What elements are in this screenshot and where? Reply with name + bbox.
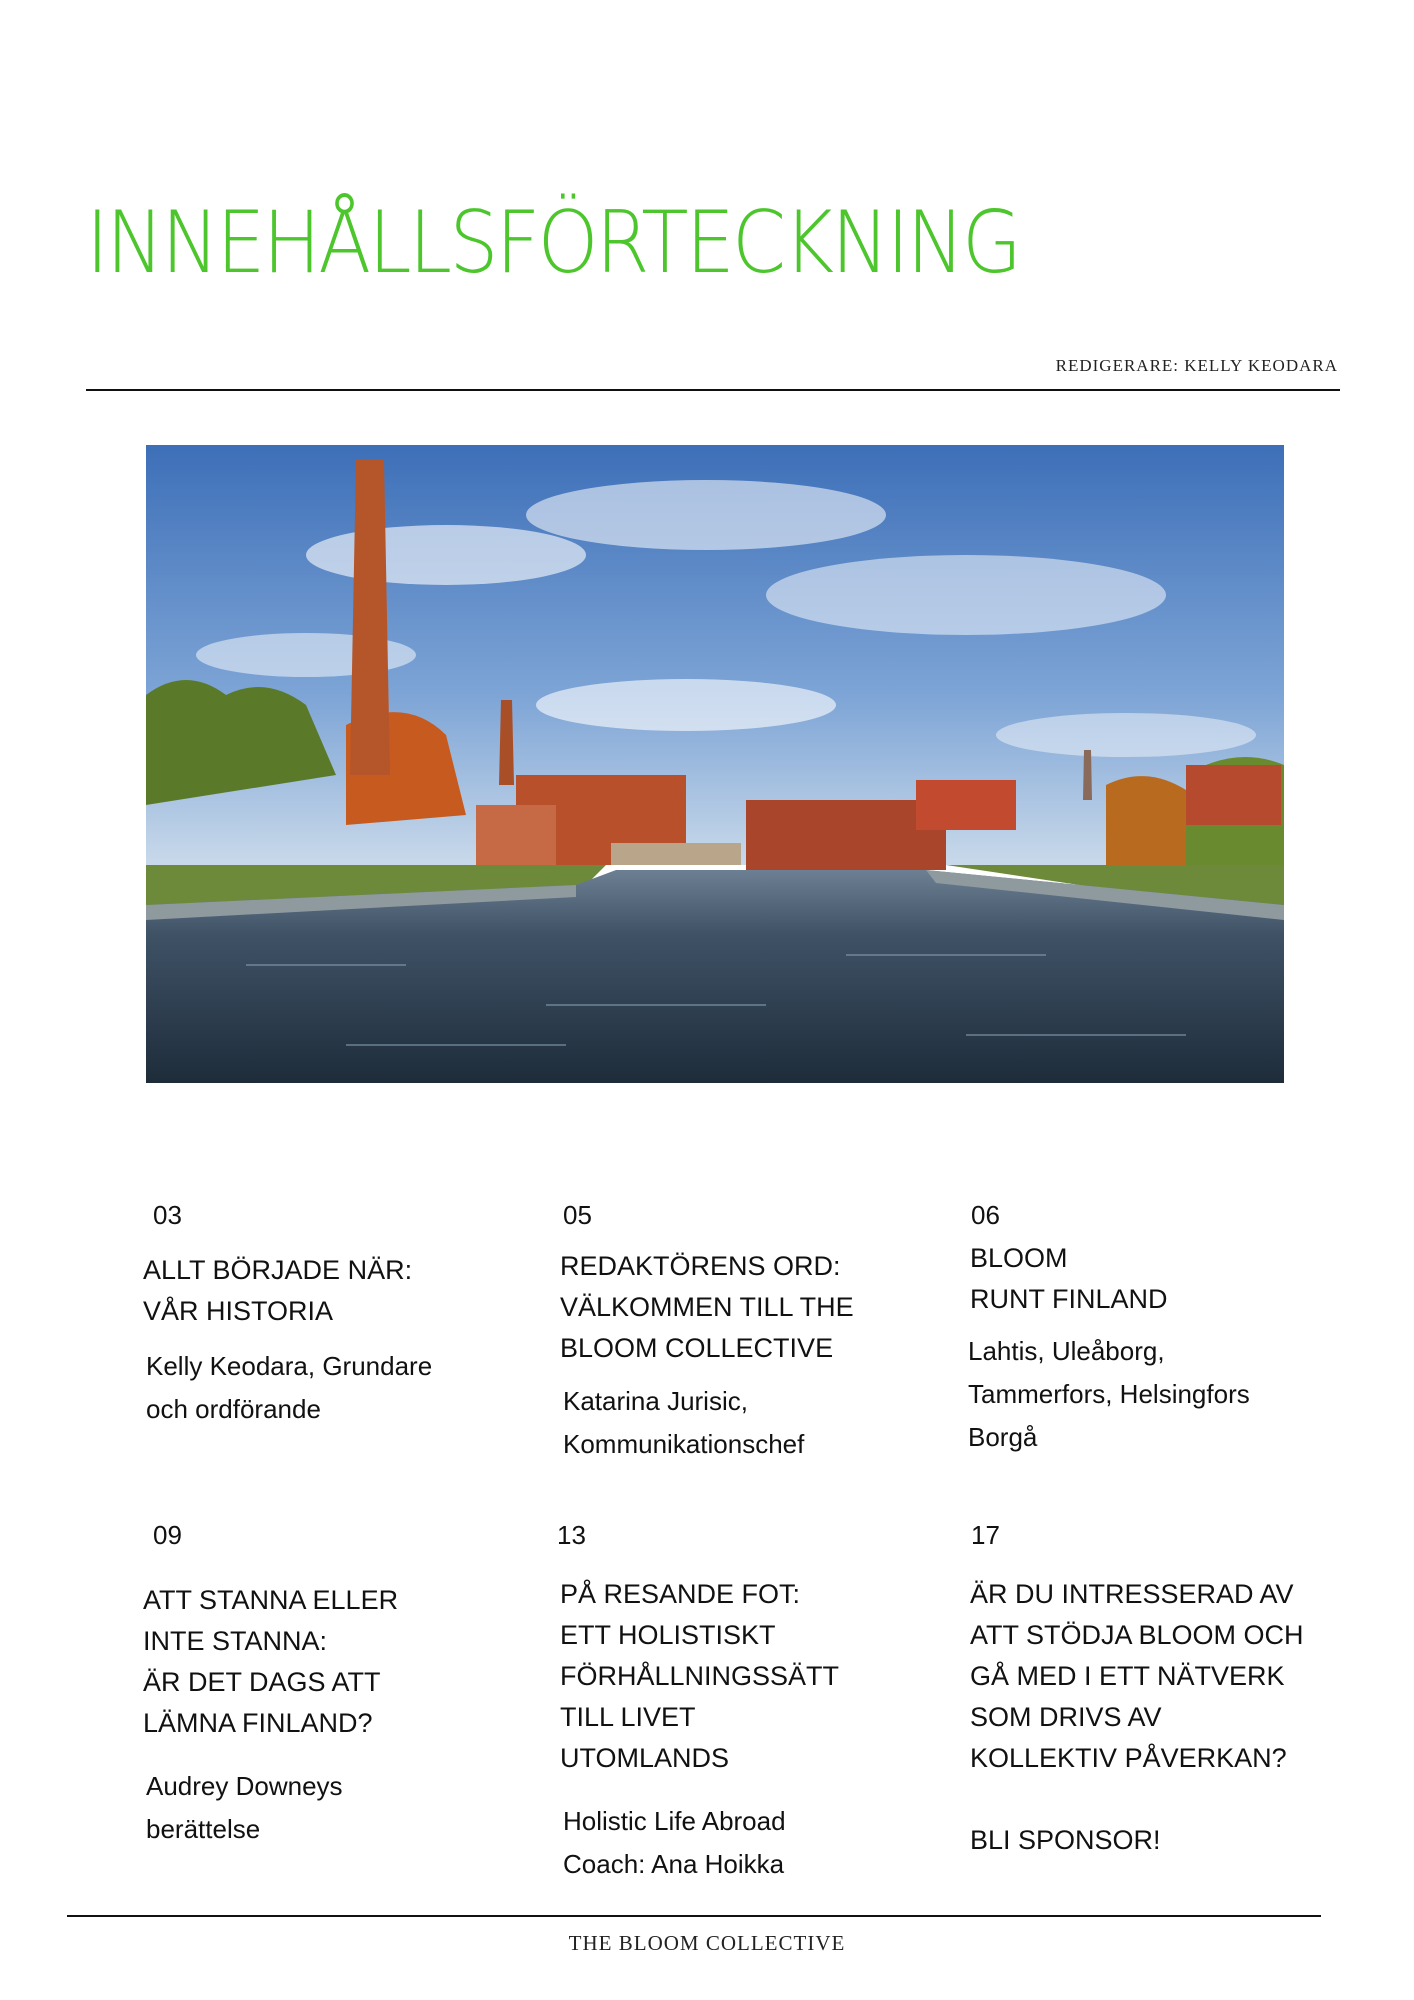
page-number-17: 17: [971, 1520, 1000, 1550]
photo-illustration: [146, 445, 1284, 1083]
page-number-05: 05: [563, 1200, 592, 1230]
entry-heading-stay-or-leave: ATT STANNA ELLER INTE STANNA: ÄR DET DAGS ATT LÄMNA FINLAND?: [143, 1585, 399, 1738]
entry-heading-editor-word: REDAKTÖRENS ORD: VÄLKOMMEN TILL THE BLOOM COLLECTIVE: [560, 1251, 854, 1363]
page-number-03: 03: [153, 1200, 182, 1230]
page-number-13: 13: [557, 1520, 586, 1550]
bottom-divider: [67, 1915, 1321, 1917]
footer-brand: THE BLOOM COLLECTIVE: [568, 1931, 846, 1955]
entry-subtitle-bloom-finland: Lahtis, Uleåborg, Tammerfors, Helsingfors Borgå: [968, 1336, 1250, 1452]
entry-heading-bloom-finland: BLOOM RUNT FINLAND: [970, 1243, 1168, 1314]
entry-subtitle-history: Kelly Keodara, Grundare och ordförande: [146, 1351, 433, 1424]
entry-heading-sponsor: ÄR DU INTRESSERAD AV ATT STÖDJA BLOOM OCH GÅ MED I ETT NÄTVERK SOM DRIVS AV KOLLEKTIV PÅVERKAN? BLI SPONSOR!: [970, 1579, 1304, 1855]
entry-subtitle-editor-word: Katarina Jurisic, Kommunikationschef: [563, 1386, 805, 1459]
entry-heading-holistic: PÅ RESANDE FOT: ETT HOLISTISKT FÖRHÅLLNINGSSÄTT TILL LIVET UTOMLANDS: [560, 1579, 840, 1773]
page-title: INNEHÅLLSFÖRTECKNING: [86, 193, 1020, 293]
entry-subtitle-stay-or-leave: Audrey Downeys berättelse: [146, 1771, 343, 1844]
top-divider: [86, 389, 1340, 391]
entry-heading-history: ALLT BÖRJADE NÄR: VÅR HISTORIA: [143, 1255, 413, 1326]
entry-subtitle-holistic: Holistic Life Abroad Coach: Ana Hoikka: [563, 1806, 786, 1879]
page-number-06: 06: [971, 1200, 1000, 1230]
page-number-09: 09: [153, 1520, 182, 1550]
editor-credit: REDIGERARE: KELLY KEODARA: [1055, 356, 1338, 375]
river-factory-photo: [146, 445, 1284, 1083]
